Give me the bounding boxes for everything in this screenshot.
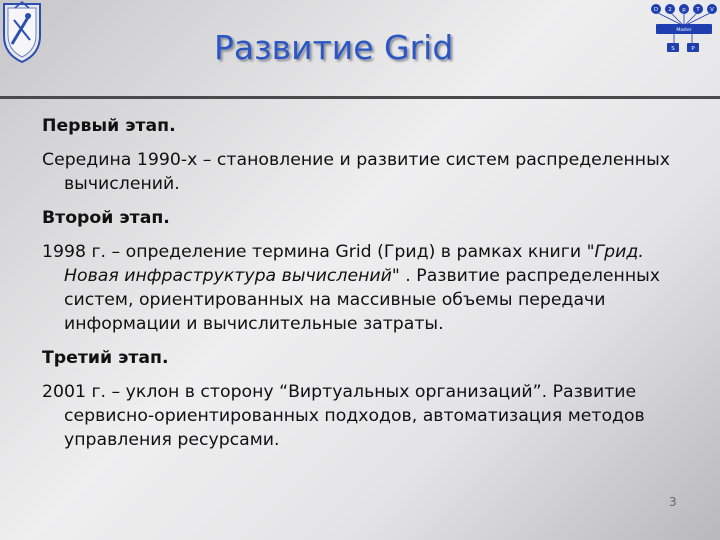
network-diagram-icon [650, 2, 718, 56]
diagram-node-label: V [710, 7, 714, 13]
header-divider [0, 96, 720, 99]
stage-2-title: Второй этап. [42, 208, 170, 228]
stage-1-text: Середина 1990-х – становление и развитие систем распределенных вычислений. [42, 150, 670, 194]
diagram-master-label: Master [676, 28, 692, 33]
diagram-node-label: p [682, 7, 686, 13]
stage-1-title: Первый этап. [42, 116, 176, 136]
page-number: 3 [669, 495, 677, 509]
diagram-node-label: D [653, 7, 659, 13]
book-title: Грид. Новая инфраструктура вычислений [64, 242, 644, 286]
diagram-node-label: 2 [668, 7, 672, 13]
diagram-node-label: P [691, 46, 695, 52]
stage-3-title: Третий этап. [42, 348, 169, 368]
slide-body [42, 114, 672, 462]
slide-title: Развитие Grid [214, 28, 454, 67]
slide-header [0, 0, 720, 96]
shield-emblem-icon [0, 0, 44, 64]
stage-2-text: 1998 г. – определение термина Grid (Грид) в рамках книги "Грид. Новая инфраструктура вычислений" . Развитие распределенных систем, ориентированных на массивные объемы передачи информации и вычислительные затраты. [42, 242, 661, 334]
diagram-node-label: T [696, 7, 700, 13]
diagram-node-label: S [671, 46, 675, 52]
stage-3-text: 2001 г. – уклон в сторону “Виртуальных организаций”. Развитие сервисно-ориентированных подходов, автоматизация методов управления ресурсами. [42, 382, 645, 450]
